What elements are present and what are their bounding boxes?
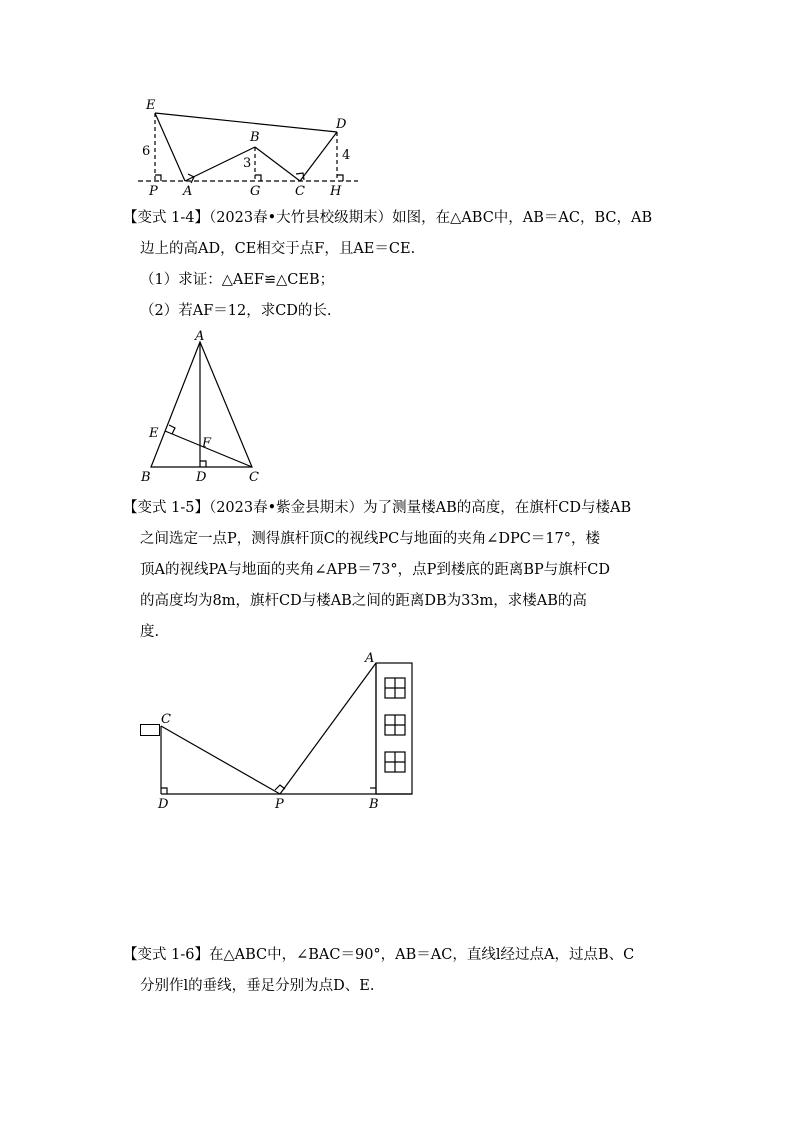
label-d: D [196,470,207,485]
problem-1-6-line-2: 分别作l的垂线，垂足分别为点D、E. [140,978,375,994]
problem-1-4-line-1: 【变式 1-4】（2023春•大竹县校级期末）如图，在△ABC中，AB＝AC，BC，AB [123,210,653,226]
label-d: D [336,117,347,132]
label-c: C [249,470,259,485]
label-b: B [369,797,379,812]
label-b: B [250,130,260,145]
problem-1-5-line-1: 【变式 1-5】（2023春•紫金县期末）为了测量楼AB的高度，在旗杆CD与楼AB [123,500,632,516]
label-a: A [195,330,205,344]
problem-1-4-line-3: （1）求证：△AEF≌△CEB； [140,272,335,288]
length-ep: 6 [142,144,151,159]
length-dh: 4 [342,148,351,163]
problem-1-5-line-3: 顶A的视线PA与地面的夹角∠APB＝73°，点P到楼底的距离BP与旗杆CD [140,562,610,578]
label-g: G [250,184,261,199]
problem-1-4-line-2: 边上的高AD，CE相交于点F，且AE＝CE. [140,241,416,257]
label-d: D [158,797,169,812]
label-e: E [146,98,156,113]
figure-flagpole-building [150,648,420,813]
figure-isosceles-triangle [135,330,270,485]
problem-1-6-line-1: 【变式 1-6】在△ABC中，∠BAC＝90°，AB＝AC，直线l经过点A，过点B、C [123,947,635,963]
label-b: B [141,470,151,485]
label-c: C [295,184,305,199]
problem-1-5-line-2: 之间选定一点P，测得旗杆顶C的视线PC与地面的夹角∠DPC＝17°，楼 [140,531,601,547]
label-e: E [149,426,159,441]
label-p: P [149,184,158,199]
problem-1-4-line-4: （2）若AF＝12，求CD的长. [140,303,332,319]
label-a: A [365,651,375,666]
problem-1-5-line-5: 度. [140,624,160,640]
label-c: C [161,712,171,727]
figure-quadrilateral-ground [130,95,370,200]
label-h: H [330,184,342,199]
label-p: P [275,797,284,812]
label-a: A [183,184,193,199]
problem-1-5-line-4: 的高度均为8m，旗杆CD与楼AB之间的距离DB为33m，求楼AB的高 [140,593,587,609]
label-f: F [202,436,212,451]
length-bg: 3 [243,156,252,171]
